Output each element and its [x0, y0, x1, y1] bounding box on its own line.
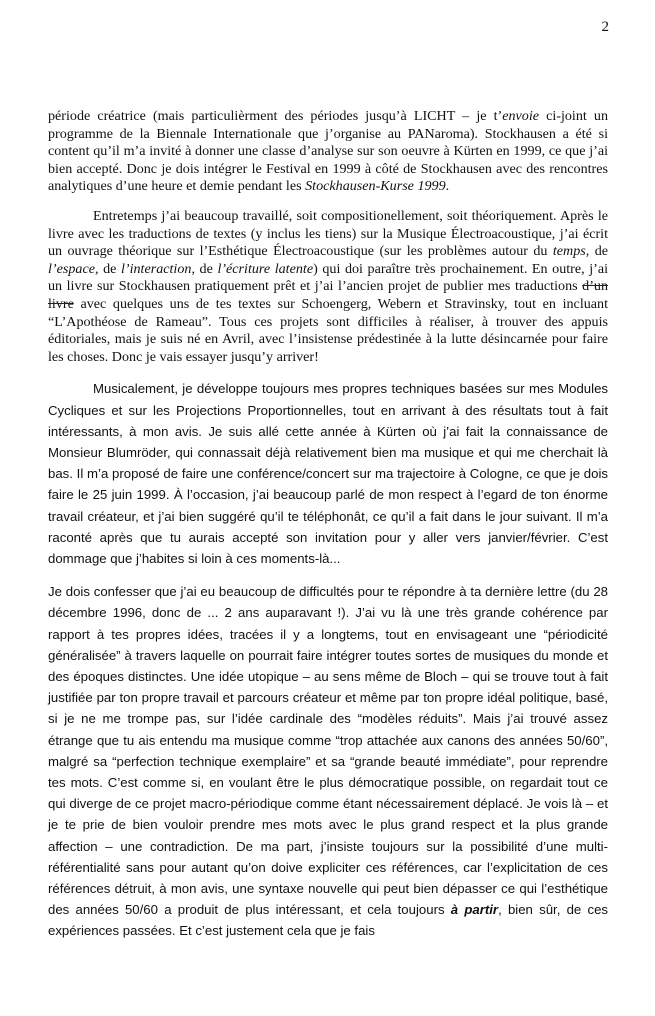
- paragraph-2: [48, 208, 608, 366]
- paragraph-1-text-b: ci-joint un programme de la Biennale Internationale que j’organise au PANaroma). Stockhausen a été si content qu’il m’a invité à donner une classe d’analyse sur son oeuvre à Kürten en 1999, ce que j’ai bien accepté. Donc je dois intégrer le Festival en 1999 à côté de Stockhausen avec des rencontres analytiques d’une heure et demie pendant les: [48, 108, 608, 195]
- paragraph-2-text-a: Entretemps j’ai beaucoup travaillé, soit compositionellement, soit théoriquement. Après le livre avec les traductions de textes (y inclus les tiens) sur la Musique Électroacoustique, j’ai écrit un ouvrage théorique sur l’Esthétique Électroacoustique (sur les problèmes autour du: [48, 207, 608, 260]
- paragraph-2-italic-ecriture: l’écriture latente: [217, 260, 314, 277]
- handwritten-correction: envoie: [502, 108, 539, 124]
- paragraph-1-text-d: .: [445, 178, 450, 195]
- paragraph-2-italic-interaction: l’interaction: [120, 260, 192, 277]
- paragraph-4-text-a: Je dois confesser que j’ai eu beaucoup de difficultés pour te répondre à ta dernière lettre (du 28 décembre 1996, donc de ... 2 ans auparavant !). J’ai vu là une très grande cohérence par rapport à tes propres idées, tracées il y a longtems, tout en envisageant une “périodicité généralisée” à travers laquelle on pourrait faire intégrer toutes sortes de musiques du monde et des époques distinctes. Une idée utopique – au sens même de Bloch – qui se trouve tout à fait justifiée par ton propre travail et parcours créateur et même par ton propre idéal politique, basé, si je ne me trompe pas, sur l’idée cardinale des “modèles réduits”. Mais j’ai trouvé assez étrange que tu ais entendu ma musique comme “trop attachée aux canons des années 50/60”, malgré sa “perfection technique exemplaire” et sa “grande beauté immédiate”, pour reprendre tes mots. C’est comme si, en voulant être le plus démocratique possible, on regardait tout ce qui diverge de ce projet macro-périodique comme étant nécessairement déplacé. Je vois là – et je te prie de bien vouloir prendre mes mots avec le plus grand respect et la plus grande affection – une contradiction. De ma part, j’insiste toujours sur la possibilité d’une multi-référentialité sans pour autant qu’on doive expliciter ces références, car l’explicitation de ces références détruit, à mon avis, une syntaxe nouvelle qui peut bien dépasser ce qui l’esthétique des années 50/60 a produit de plus intéressant, et cela toujours: [48, 584, 608, 918]
- struck-through-text: d’un livre: [48, 278, 608, 312]
- paragraph-2-text-d: , de: [191, 260, 218, 277]
- paragraph-1-italic-title: Stockhausen-Kurse 1999: [305, 178, 446, 195]
- paragraph-2-text-f: avec quelques uns de tes textes sur Schoengerg, Webern et Stravinsky, tout en incluant “L’Apothéose de Rameau”. Tous ces projets sont difficiles à réaliser, à trouver des appuis éditoriales, mais je suis né en Avril, avec l’insistense prédestinée à la lutte désincarnée pour faire les choses. Donc je vais essayer jusqu’y arriver!: [48, 295, 608, 365]
- paragraph-2-italic-espace: l’espace: [48, 260, 95, 277]
- page-number: 2: [601, 19, 609, 35]
- paragraph-4-text-b: , bien sûr, de ces expériences passées. Et c’est justement cela que je fais: [48, 902, 608, 939]
- paragraph-2-text-c: , de: [94, 260, 121, 277]
- paragraph-4: [48, 581, 608, 941]
- paragraph-2-text-b: , de: [585, 243, 608, 260]
- paragraph-4-bold-italic: à partir: [450, 902, 499, 918]
- paragraph-1-text-a: période créatrice (mais particulièrment des périodes jusqu’à LICHT – je t’: [48, 108, 503, 124]
- letter-body: [48, 108, 608, 942]
- paragraph-3: Musicalement, je développe toujours mes propres techniques basées sur mes Modules Cycliques et sur les Projections Proportionnelles, tout en arrivant à des résultats tout à fait intéressants, à mon avis. Je suis allé cette année à Kürten où j’ai fait la connaissance de Monsieur Blumröder, qui connassait déjà relativement bien ma musique et qui me cherchait là bas. Il m’a proposé de faire une conférence/concert sur ma trajectoire à Cologne, ce que je dois faire le 25 juin 1999. À l’occasion, j’ai beaucoup parlé de mon respect à l’egard de ton énorme travail créateur, et j’ai bien suggéré qu’il te téléphonât, ce qu’il a fait dans le jour suivant. Il m’a raconté après que tu aurais accepté son invitation pour y aller vers janvier/février. C’est dommage que j’habites si loin à ces moments-là...: [48, 381, 608, 566]
- paragraph-1: [48, 108, 608, 196]
- paragraph-2-italic-temps: temps: [552, 243, 586, 260]
- paragraph-2-text-e: ) qui doi paraître très prochainement. En outre, j’ai un livre sur Stockhausen pratiquement prêt et j’ai l’ancien projet de publier mes traductions: [48, 260, 609, 295]
